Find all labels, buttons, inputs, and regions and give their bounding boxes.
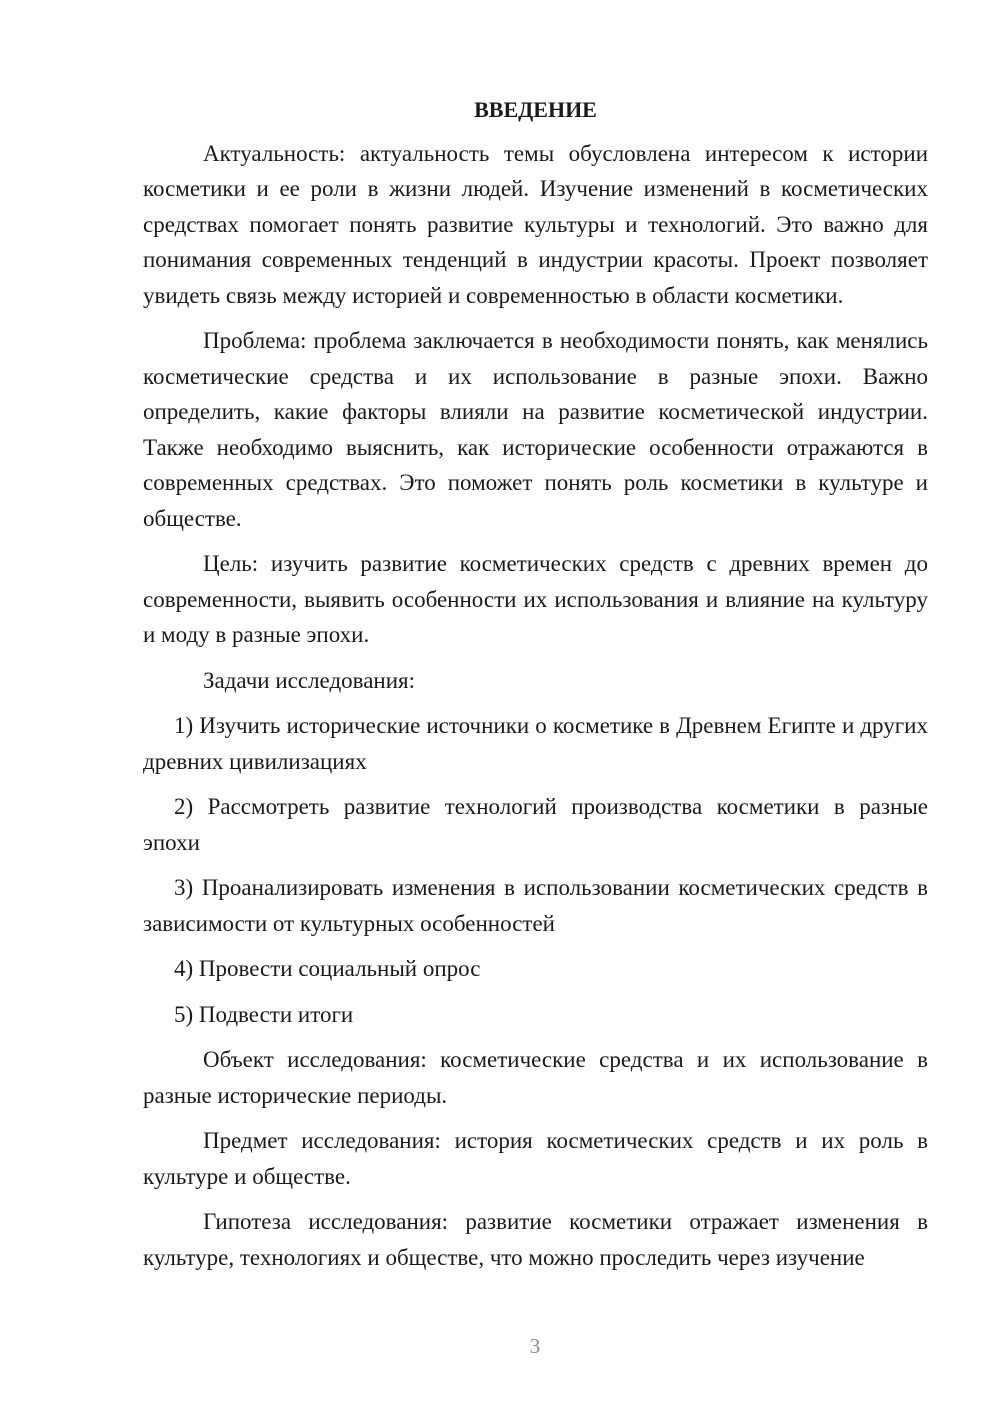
task-item: 3) Проанализировать изменения в использовании косметических средств в зависимости от культурных особенностей — [143, 875, 928, 936]
page-title: ВВЕДЕНИЕ — [474, 97, 597, 122]
task-item: 4) Провести социальный опрос — [174, 956, 481, 981]
page-number: 3 — [529, 1334, 541, 1358]
task-item: 2) Рассмотреть развитие технологий производства косметики в разные эпохи — [143, 794, 928, 855]
paragraph-problem: Проблема: проблема заключается в необходимости понять, как менялись косметические средства и их использование в разные эпохи. Важно определить, какие факторы влияли на развитие косметической индустрии. Также необходимо выяснить, как исторические особенности отражаются в современных средствах. Это поможет понять роль косметики в культуре и обществе. — [143, 328, 928, 531]
paragraph-subject: Предмет исследования: история косметических средств и их роль в культуре и обществе. — [143, 1128, 928, 1189]
paragraph-goal: Цель: изучить развитие косметических средств с древних времен до современности, выявить особенности их использования и влияние на культуру и моду в разные эпохи. — [143, 551, 928, 647]
document-page — [143, 92, 928, 1285]
paragraph-tasks-heading: Задачи исследования: — [203, 667, 416, 693]
task-item: 1) Изучить исторические источники о косметике в Древнем Египте и других древних цивилизациях — [143, 713, 928, 774]
paragraph-object: Объект исследования: косметические средства и их использование в разные исторические периоды. — [143, 1047, 928, 1108]
task-item: 5) Подвести итоги — [174, 1001, 354, 1027]
paragraph-hypothesis: Гипотеза исследования: развитие косметики отражает изменения в культуре, технологиях и обществе, что можно проследить через изучение — [143, 1209, 928, 1270]
paragraph-relevance: Актуальность: актуальность темы обусловлена интересом к истории косметики и ее роли в жизни людей. Изучение изменений в косметических средствах помогает понять развитие культуры и технологий. Это важно для понимания современных тенденций в индустрии красоты. Проект позволяет увидеть связь между историей и современностью в области косметики. — [143, 140, 928, 308]
